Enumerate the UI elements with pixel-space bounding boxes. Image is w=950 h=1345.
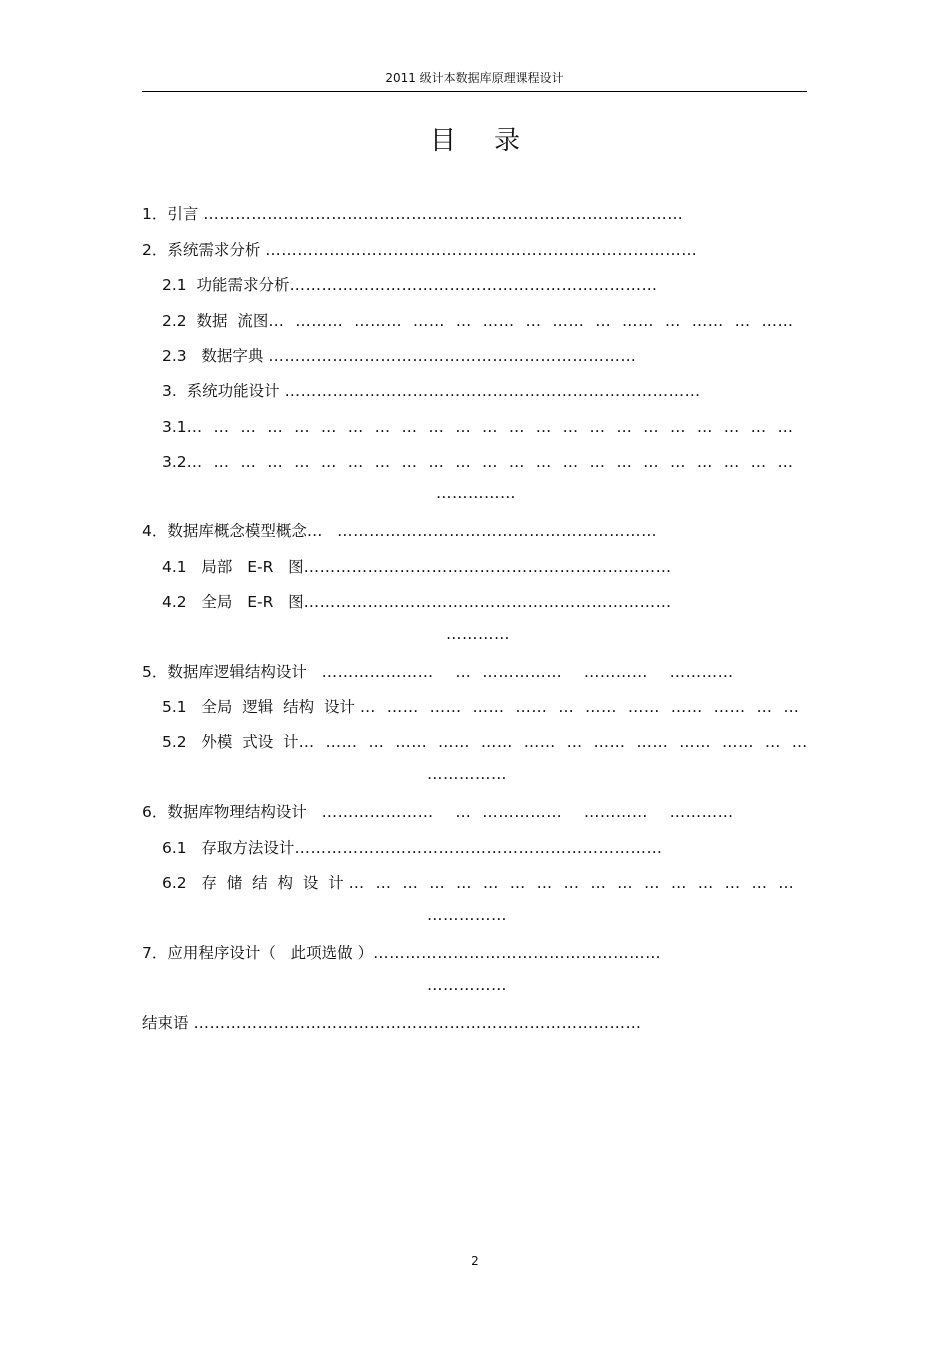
toc-leader-dots: … … … … … … … … … … … … … … … … … <box>348 874 806 892</box>
toc-leader-dots: …………… <box>427 976 507 994</box>
toc-entry-label: 2.1 功能需求分析 <box>162 276 290 294</box>
toc-leader-dots: …………………………………………………………… <box>303 593 672 611</box>
toc-entry-label: 5.1 全局 逻辑 结构 设计 <box>162 698 360 716</box>
toc-leader-dots: …………… <box>427 765 507 783</box>
toc-leader-dots: … ……… ……… …… … …… … …… … …… … …… … …… <box>268 312 794 330</box>
toc-continuation-dots <box>427 905 507 925</box>
toc-entry-label: 3.2 <box>162 453 187 471</box>
toc-leader-dots: …………………………………………………………… <box>303 558 672 576</box>
toc-continuation-dots <box>446 624 510 644</box>
toc-entry-label: 7．应用程序设计（ 此项选做 ） <box>142 944 374 962</box>
toc-entry-label: 结束语 <box>142 1014 194 1032</box>
toc-leader-dots: ………………… … …………… ………… ………… <box>321 663 734 681</box>
toc-entry-6-2[interactable] <box>162 873 805 893</box>
toc-entry-2-2[interactable] <box>162 311 793 331</box>
page-number: 2 <box>471 1254 479 1268</box>
toc-leader-dots: ……………………………………………… <box>373 944 662 962</box>
title-char-2: 录 <box>494 126 521 156</box>
toc-leader-dots: …………………………………………………… <box>337 522 658 540</box>
toc-entry-3[interactable] <box>162 381 701 401</box>
toc-entry-6[interactable] <box>142 802 734 822</box>
toc-entry-5[interactable] <box>142 662 734 682</box>
toc-entry-label: 5．数据库逻辑结构设计 <box>142 663 322 681</box>
toc-entry-7[interactable] <box>142 943 661 963</box>
toc-leader-dots: ……………………………………………………………………………… <box>203 205 684 223</box>
toc-leader-dots: …………………………………………………………………… <box>284 382 701 400</box>
toc-leader-dots: … … … … … … … … … … … … … … … … … … … … … … … <box>186 418 805 436</box>
toc-leader-dots: … … … … … … … … … … … … … … … … … … … … … … … <box>186 453 805 471</box>
toc-entry-2-1[interactable] <box>162 275 658 295</box>
toc-entry-label: 6．数据库物理结构设计 <box>142 803 322 821</box>
toc-entry-label: 4．数据库概念模型概念… <box>142 522 338 540</box>
toc-entry-2[interactable] <box>142 240 697 260</box>
toc-leader-dots: ………… <box>446 625 510 643</box>
toc-entry-conclusion[interactable] <box>142 1013 641 1033</box>
toc-leader-dots: …………………………………………………………… <box>268 347 637 365</box>
toc-entry-2-3[interactable] <box>162 346 636 366</box>
toc-entry-label: 6.2 存 储 结 构 设 计 <box>162 874 349 892</box>
toc-entry-label: 4.2 全局 E-R 图 <box>162 593 304 611</box>
toc-entry-label: 2．系统需求分析 <box>142 241 266 259</box>
toc-entry-4[interactable] <box>142 521 657 541</box>
toc-entry-label: 3.1 <box>162 418 187 436</box>
toc-entry-5-1[interactable] <box>162 697 799 717</box>
toc-entry-label: 3. 系统功能设计 <box>162 382 285 400</box>
toc-leader-dots: ……………………………………………………………………… <box>265 241 698 259</box>
toc-entry-6-1[interactable] <box>162 838 662 858</box>
toc-entry-3-2[interactable] <box>162 452 804 472</box>
toc-continuation-dots <box>436 483 516 503</box>
running-header: 2011 级计本数据库原理课程设计 <box>385 71 564 85</box>
toc-leader-dots: … …… …… …… …… … …… …… …… …… … … <box>359 698 800 716</box>
toc-continuation-dots <box>427 975 507 995</box>
toc-entry-4-2[interactable] <box>162 592 672 612</box>
toc-leader-dots: …………… <box>436 484 516 502</box>
toc-leader-dots: ………………………………………………………………………… <box>193 1014 642 1032</box>
toc-entry-1[interactable] <box>142 204 683 224</box>
toc-entry-label: 1．引言 <box>142 205 204 223</box>
toc-leader-dots: … …… … …… …… …… …… … …… …… …… …… … … <box>298 733 808 751</box>
toc-entry-label: 4.1 局部 E-R 图 <box>162 558 304 576</box>
toc-continuation-dots <box>427 764 507 784</box>
toc-leader-dots: ………………… … …………… ………… ………… <box>321 803 734 821</box>
toc-entry-5-2[interactable] <box>162 732 808 752</box>
toc-leader-dots: …………………………………………………………… <box>289 276 658 294</box>
title-char-1: 目 <box>429 126 456 156</box>
toc-entry-label: 2.3 数据字典 <box>162 347 269 365</box>
toc-leader-dots: …………… <box>427 906 507 924</box>
toc-entry-label: 6.1 存取方法设计 <box>162 839 295 857</box>
toc-leader-dots: …………………………………………………………… <box>294 839 663 857</box>
toc-entry-label: 5.2 外模 式设 计 <box>162 733 299 751</box>
toc-entry-3-1[interactable] <box>162 417 804 437</box>
toc-entry-4-1[interactable] <box>162 557 672 577</box>
toc-entry-label: 2.2 数据 流图 <box>162 312 269 330</box>
